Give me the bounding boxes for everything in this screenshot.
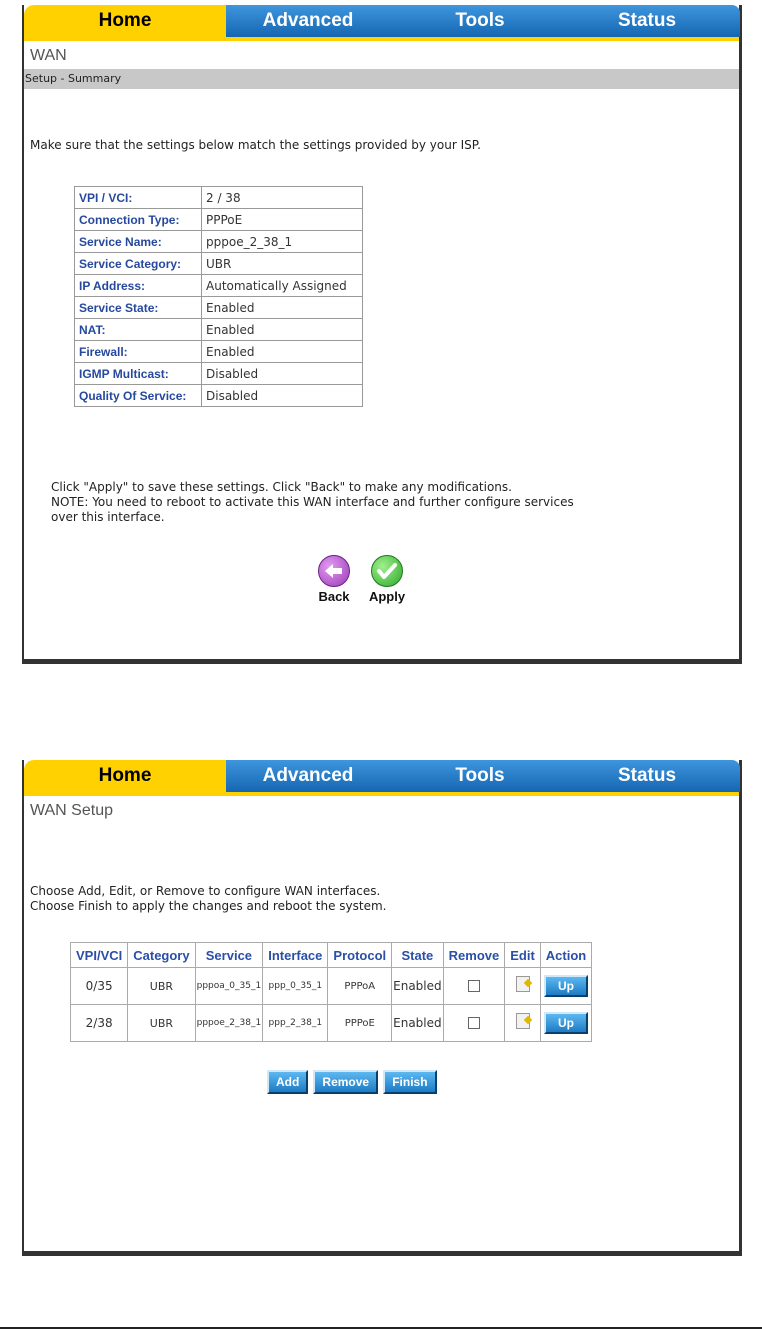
tab-advanced[interactable]: Advanced bbox=[210, 5, 406, 37]
cell-remove bbox=[443, 1005, 505, 1042]
wan-summary-panel bbox=[22, 5, 742, 664]
back-button[interactable] bbox=[312, 555, 356, 604]
tab-status[interactable]: Status bbox=[554, 760, 740, 792]
summary-row bbox=[75, 231, 363, 253]
summary-row bbox=[75, 341, 363, 363]
edit-icon[interactable] bbox=[516, 1013, 530, 1029]
apply-note bbox=[51, 480, 574, 525]
tab-home[interactable]: Home bbox=[24, 760, 226, 792]
instruction-line-2: Choose Finish to apply the changes and reboot the system. bbox=[30, 899, 387, 913]
table-row bbox=[71, 968, 592, 1005]
summary-value: Enabled bbox=[202, 341, 363, 363]
column-header: Service bbox=[195, 943, 263, 968]
cell-remove bbox=[443, 968, 505, 1005]
cell-interface: ppp_2_38_1 bbox=[263, 1005, 328, 1042]
summary-label: IP Address: bbox=[75, 275, 202, 297]
summary-label: Quality Of Service: bbox=[75, 385, 202, 407]
column-header: Protocol bbox=[328, 943, 392, 968]
top-nav-tabs bbox=[24, 760, 739, 792]
note-line-3: over this interface. bbox=[51, 510, 165, 524]
back-arrow-icon bbox=[318, 555, 350, 587]
summary-label: Service State: bbox=[75, 297, 202, 319]
cell-state: Enabled bbox=[392, 1005, 444, 1042]
summary-value: pppoe_2_38_1 bbox=[202, 231, 363, 253]
summary-value: 2 / 38 bbox=[202, 187, 363, 209]
column-header: State bbox=[392, 943, 444, 968]
wan-interfaces-table bbox=[70, 942, 592, 1042]
column-header: Edit bbox=[505, 943, 541, 968]
back-label: Back bbox=[318, 589, 350, 604]
cell-vpivci: 2/38 bbox=[71, 1005, 128, 1042]
summary-value: Automatically Assigned bbox=[202, 275, 363, 297]
summary-label: IGMP Multicast: bbox=[75, 363, 202, 385]
up-button[interactable]: Up bbox=[544, 1012, 588, 1034]
summary-label: NAT: bbox=[75, 319, 202, 341]
summary-label: VPI / VCI: bbox=[75, 187, 202, 209]
summary-table bbox=[74, 186, 363, 407]
action-buttons bbox=[267, 1070, 437, 1094]
cell-protocol: PPPoA bbox=[328, 968, 392, 1005]
remove-button[interactable]: Remove bbox=[313, 1070, 378, 1094]
cell-service: pppoa_0_35_1 bbox=[195, 968, 263, 1005]
page-title: WAN Setup bbox=[30, 802, 113, 819]
column-header: Action bbox=[540, 943, 591, 968]
summary-label: Firewall: bbox=[75, 341, 202, 363]
tab-advanced[interactable]: Advanced bbox=[210, 760, 406, 792]
summary-label: Connection Type: bbox=[75, 209, 202, 231]
column-header: Category bbox=[128, 943, 195, 968]
page-divider bbox=[0, 1327, 762, 1329]
tab-tools[interactable]: Tools bbox=[390, 5, 570, 37]
checkmark-icon bbox=[371, 555, 403, 587]
summary-row bbox=[75, 363, 363, 385]
tab-tools[interactable]: Tools bbox=[390, 760, 570, 792]
edit-icon[interactable] bbox=[516, 976, 530, 992]
tab-status[interactable]: Status bbox=[554, 5, 740, 37]
summary-row bbox=[75, 275, 363, 297]
summary-row bbox=[75, 187, 363, 209]
summary-row bbox=[75, 253, 363, 275]
summary-value: Enabled bbox=[202, 297, 363, 319]
summary-row bbox=[75, 297, 363, 319]
instructions bbox=[30, 884, 387, 914]
column-header: VPI/VCI bbox=[71, 943, 128, 968]
cell-service: pppoe_2_38_1 bbox=[195, 1005, 263, 1042]
cell-edit bbox=[505, 968, 541, 1005]
apply-button[interactable] bbox=[363, 555, 411, 604]
cell-interface: ppp_0_35_1 bbox=[263, 968, 328, 1005]
finish-button[interactable]: Finish bbox=[383, 1070, 436, 1094]
table-row bbox=[71, 1005, 592, 1042]
cell-edit bbox=[505, 1005, 541, 1042]
summary-label: Service Name: bbox=[75, 231, 202, 253]
instruction-line-1: Choose Add, Edit, or Remove to configure WAN interfaces. bbox=[30, 884, 381, 898]
cell-vpivci: 0/35 bbox=[71, 968, 128, 1005]
summary-value: UBR bbox=[202, 253, 363, 275]
summary-row bbox=[75, 385, 363, 407]
summary-value: Enabled bbox=[202, 319, 363, 341]
summary-value: Disabled bbox=[202, 363, 363, 385]
apply-label: Apply bbox=[368, 589, 406, 604]
cell-protocol: PPPoE bbox=[328, 1005, 392, 1042]
remove-checkbox[interactable] bbox=[468, 980, 480, 992]
up-button[interactable]: Up bbox=[544, 975, 588, 997]
summary-value: Disabled bbox=[202, 385, 363, 407]
cell-state: Enabled bbox=[392, 968, 444, 1005]
summary-label: Service Category: bbox=[75, 253, 202, 275]
cell-action bbox=[540, 968, 591, 1005]
add-button[interactable]: Add bbox=[267, 1070, 308, 1094]
wan-setup-panel bbox=[22, 760, 742, 1256]
summary-row bbox=[75, 209, 363, 231]
column-header: Interface bbox=[263, 943, 328, 968]
remove-checkbox[interactable] bbox=[468, 1017, 480, 1029]
intro-text: Make sure that the settings below match the settings provided by your ISP. bbox=[30, 138, 481, 152]
column-header: Remove bbox=[443, 943, 505, 968]
page-title: WAN bbox=[30, 47, 67, 64]
top-nav-tabs bbox=[24, 5, 739, 37]
section-subtitle: Setup - Summary bbox=[24, 69, 739, 89]
summary-row bbox=[75, 319, 363, 341]
cell-category: UBR bbox=[128, 1005, 195, 1042]
note-line-2: NOTE: You need to reboot to activate this WAN interface and further configure services bbox=[51, 495, 574, 509]
note-line-1: Click "Apply" to save these settings. Click "Back" to make any modifications. bbox=[51, 480, 512, 494]
cell-category: UBR bbox=[128, 968, 195, 1005]
tab-home[interactable]: Home bbox=[24, 5, 226, 37]
cell-action bbox=[540, 1005, 591, 1042]
summary-value: PPPoE bbox=[202, 209, 363, 231]
